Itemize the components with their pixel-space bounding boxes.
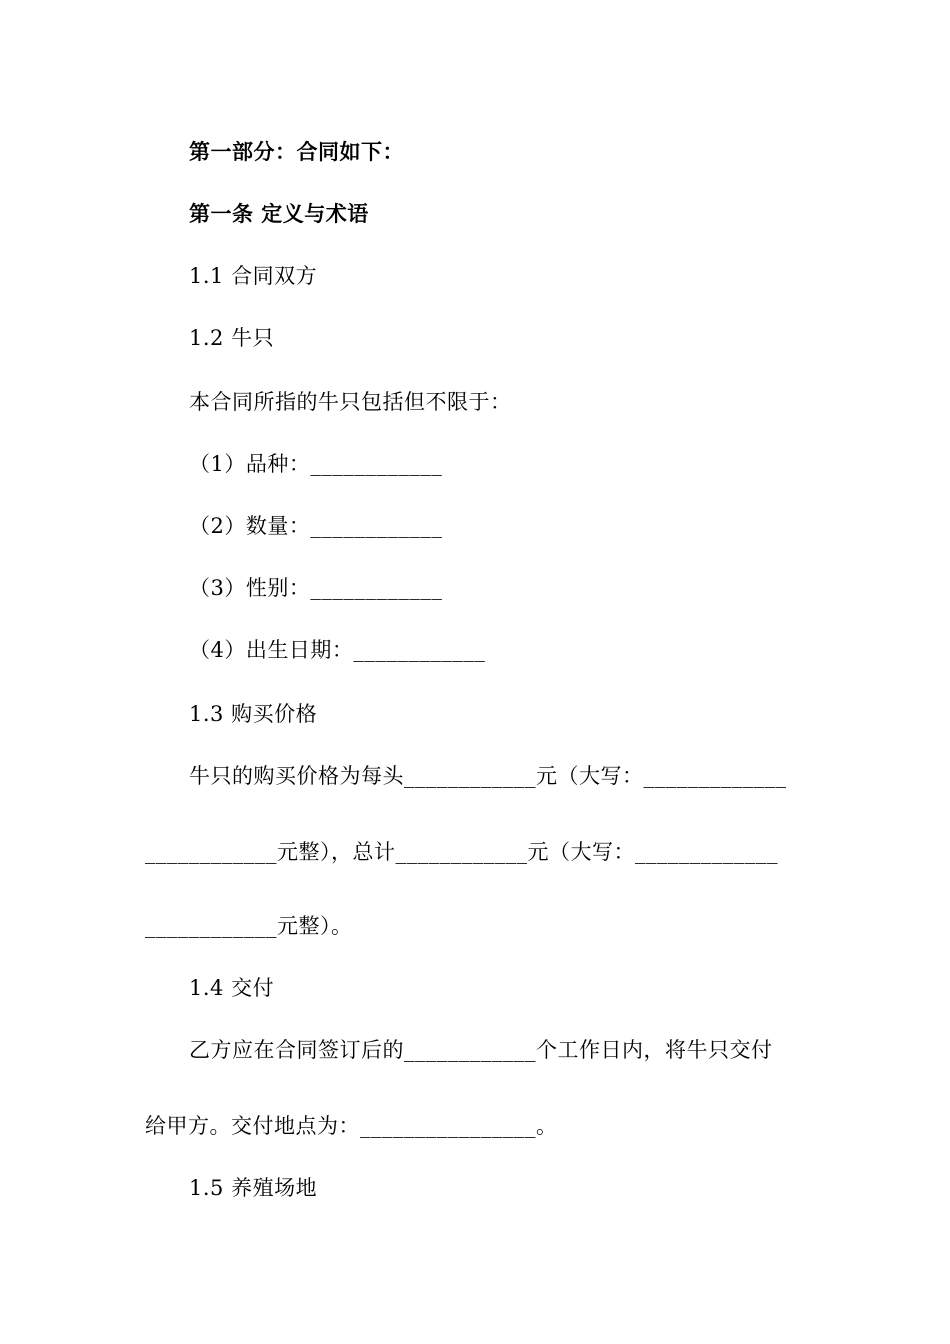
list-item-gender: （3）性别：____________ (189, 576, 443, 600)
delivery-paragraph-line-1: 乙方应在合同签订后的____________个工作日内，将牛只交付 (189, 1038, 773, 1062)
list-item-quantity: （2）数量：____________ (189, 514, 443, 538)
section-1-3-heading: 1.3 购买价格 (189, 702, 318, 726)
list-item-birthdate: （4）出生日期：____________ (189, 638, 486, 662)
section-1-4-heading: 1.4 交付 (189, 976, 275, 1000)
delivery-paragraph-line-2: 给甲方。交付地点为：________________。 (145, 1114, 558, 1138)
cattle-intro-paragraph: 本合同所指的牛只包括但不限于： (189, 390, 512, 414)
price-paragraph-line-3: ____________元整）。 (145, 914, 353, 938)
price-paragraph-line-1: 牛只的购买价格为每头____________元（大写：_____________ (189, 764, 787, 788)
section-1-5-heading: 1.5 养殖场地 (189, 1176, 318, 1200)
price-paragraph-line-2: ____________元整），总计____________元（大写：_____________ (145, 840, 778, 864)
section-1-2-heading: 1.2 牛只 (189, 326, 275, 350)
part-heading: 第一部分：合同如下： (189, 140, 404, 164)
list-item-breed: （1）品种：____________ (189, 452, 443, 476)
article-heading: 第一条 定义与术语 (189, 202, 369, 226)
section-1-1-heading: 1.1 合同双方 (189, 264, 318, 288)
